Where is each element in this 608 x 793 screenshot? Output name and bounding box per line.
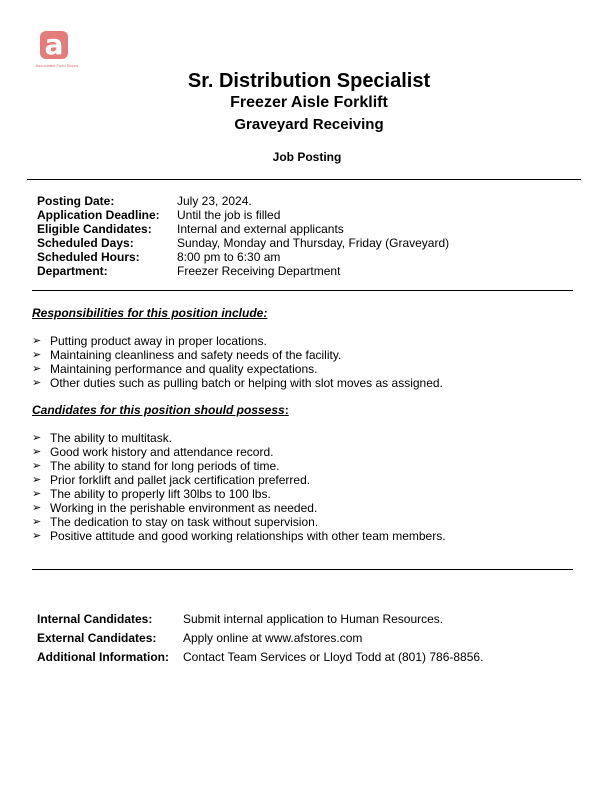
arrowhead-bullet-icon: ➢ bbox=[32, 501, 42, 514]
info-label: Department: bbox=[37, 264, 108, 278]
qualifications-heading: Candidates for this position should possess: bbox=[32, 403, 289, 417]
responsibilities-list bbox=[32, 334, 443, 390]
contact-label: External Candidates: bbox=[37, 631, 157, 645]
contact-label: Internal Candidates: bbox=[37, 612, 153, 626]
arrowhead-bullet-icon: ➢ bbox=[32, 334, 42, 347]
list-item: ➢ The ability to properly lift 30lbs to 100 lbs. bbox=[32, 487, 271, 501]
arrowhead-bullet-icon: ➢ bbox=[32, 445, 42, 458]
list-item: ➢ Maintaining cleanliness and safety needs of the facility. bbox=[32, 348, 342, 362]
info-row bbox=[34, 222, 449, 236]
job-title: Sr. Distribution Specialist bbox=[187, 70, 431, 92]
list-item: ➢ Maintaining performance and quality expectations. bbox=[32, 362, 318, 376]
info-value: Freezer Receiving Department bbox=[177, 264, 341, 278]
info-label: Eligible Candidates: bbox=[37, 222, 152, 236]
info-label: Posting Date: bbox=[37, 194, 115, 208]
info-row bbox=[34, 208, 449, 222]
info-label: Scheduled Hours: bbox=[37, 250, 140, 264]
list-item: ➢ The ability to multitask. bbox=[32, 431, 173, 445]
info-value: July 23, 2024. bbox=[177, 194, 252, 208]
company-logo bbox=[32, 28, 80, 71]
info-value: Until the job is filled bbox=[177, 208, 281, 222]
info-value: Internal and external applicants bbox=[177, 222, 344, 236]
list-item: ➢ Putting product away in proper locations. bbox=[32, 334, 267, 348]
arrowhead-bullet-icon: ➢ bbox=[32, 515, 42, 528]
arrowhead-bullet-icon: ➢ bbox=[32, 362, 42, 375]
list-item: ➢ Other duties such as pulling batch or helping with slot moves as assigned. bbox=[32, 376, 443, 390]
document-type: Job Posting bbox=[272, 150, 342, 164]
arrowhead-bullet-icon: ➢ bbox=[32, 473, 42, 486]
arrowhead-bullet-icon: ➢ bbox=[32, 529, 42, 542]
contact-row bbox=[34, 611, 483, 630]
contact-info-table bbox=[34, 611, 483, 668]
info-value: 8:00 pm to 6:30 am bbox=[177, 250, 281, 264]
list-item: ➢ Positive attitude and good working relationships with other team members. bbox=[32, 529, 446, 543]
info-row bbox=[34, 194, 449, 208]
arrowhead-bullet-icon: ➢ bbox=[32, 487, 42, 500]
posting-info-table bbox=[34, 194, 449, 278]
contact-value: Submit internal application to Human Resources. bbox=[183, 612, 444, 626]
info-row bbox=[34, 264, 449, 278]
divider-bottom bbox=[32, 569, 573, 570]
qualifications-list bbox=[32, 431, 446, 543]
list-item: ➢ Working in the perishable environment as needed. bbox=[32, 501, 318, 515]
logo-company-name: Associated Food Stores bbox=[35, 63, 79, 68]
contact-value: Contact Team Services or Lloyd Todd at (801) 786-8856. bbox=[183, 650, 484, 664]
contact-row bbox=[34, 649, 483, 668]
info-row bbox=[34, 250, 449, 264]
arrowhead-bullet-icon: ➢ bbox=[32, 376, 42, 389]
list-item: ➢ The dedication to stay on task without supervision. bbox=[32, 515, 319, 529]
divider-middle bbox=[32, 290, 573, 291]
job-shift: Graveyard Receiving bbox=[234, 116, 384, 133]
contact-row bbox=[34, 630, 483, 649]
info-value: Sunday, Monday and Thursday, Friday (Graveyard) bbox=[177, 236, 450, 250]
info-label: Application Deadline: bbox=[37, 208, 160, 222]
list-item: ➢ Prior forklift and pallet jack certification preferred. bbox=[32, 473, 311, 487]
arrowhead-bullet-icon: ➢ bbox=[32, 348, 42, 361]
info-row bbox=[34, 236, 449, 250]
list-item: ➢ Good work history and attendance record. bbox=[32, 445, 274, 459]
arrowhead-bullet-icon: ➢ bbox=[32, 459, 42, 472]
logo-a-icon: a bbox=[40, 31, 68, 59]
contact-value: Apply online at www.afstores.com bbox=[183, 631, 363, 645]
contact-label: Additional Information: bbox=[37, 650, 169, 664]
info-label: Scheduled Days: bbox=[37, 236, 134, 250]
responsibilities-heading: Responsibilities for this position include: bbox=[32, 306, 268, 320]
list-item: ➢ The ability to stand for long periods of time. bbox=[32, 459, 280, 473]
job-subtitle: Freezer Aisle Forklift bbox=[230, 94, 388, 111]
arrowhead-bullet-icon: ➢ bbox=[32, 431, 42, 444]
divider-top bbox=[27, 179, 581, 180]
